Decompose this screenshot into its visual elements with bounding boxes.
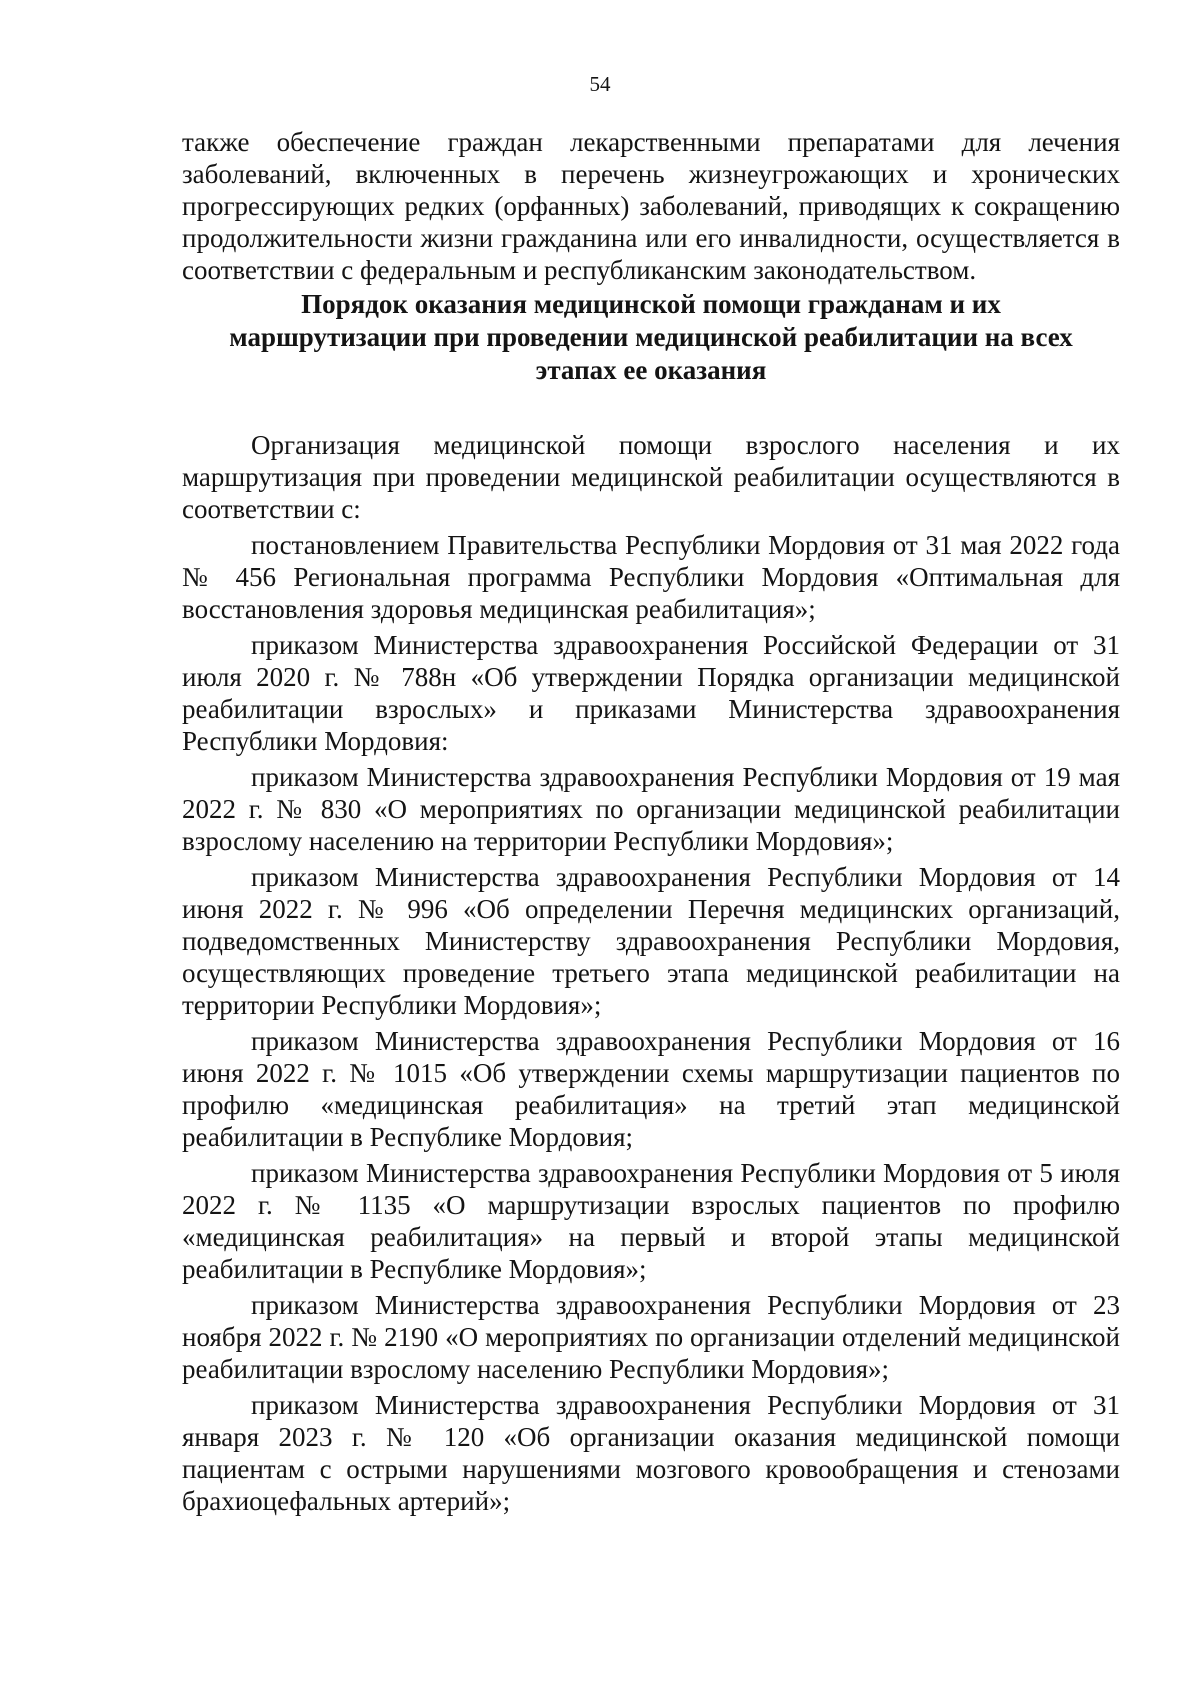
section-spacer bbox=[182, 387, 1120, 429]
list-item: приказом Министерства здравоохранения Республики Мордовия от 19 мая 2022 г. № 830 «О мероприятиях по организации медицинской реабилитации взрослому населению на территории Республики Мордовия»; bbox=[182, 762, 1120, 856]
list-item: приказом Министерства здравоохранения Республики Мордовия от 5 июля 2022 г. № 1135 «О маршрутизации взрослых пациентов по профилю «медицинская реабилитация» на первый и второй этапы медицинской реабилитации в Республике Мордовия»; bbox=[182, 1158, 1120, 1284]
section-heading-line-2: маршрутизации при проведении медицинской реабилитации на всех bbox=[229, 322, 1073, 352]
list-item: приказом Министерства здравоохранения Республики Мордовия от 16 июня 2022 г. № 1015 «Об утверждении схемы маршрутизации пациентов по профилю «медицинская реабилитация» на третий этап медицинской реабилитации в Республике Мордовия; bbox=[182, 1026, 1120, 1152]
document-body bbox=[182, 126, 1120, 1517]
page-number: 54 bbox=[589, 72, 611, 96]
list-item: приказом Министерства здравоохранения Республики Мордовия от 23 ноября 2022 г. № 2190 «О мероприятиях по организации отделений медицинской реабилитации взрослому населению Республики Мордовия»; bbox=[182, 1290, 1120, 1384]
section-heading-line-1: Порядок оказания медицинской помощи гражданам и их bbox=[301, 289, 1001, 319]
intro-paragraph: также обеспечение граждан лекарственными препаратами для лечения заболеваний, включенных в перечень жизнеугрожающих и хронических прогрессирующих редких (орфанных) заболеваний, приводящих к сокращению продолжительности жизни гражданина или его инвалидности, осуществляется в соответствии с федеральным и республиканским законодательством. bbox=[182, 127, 1120, 285]
section-heading bbox=[182, 288, 1120, 387]
list-item: приказом Министерства здравоохранения Республики Мордовия от 31 января 2023 г. № 120 «Об организации оказания медицинской помощи пациентам с острыми нарушениями мозгового кровообращения и стенозами брахиоцефальных артерий»; bbox=[182, 1390, 1120, 1516]
section-heading-line-3: этапах ее оказания bbox=[535, 355, 767, 385]
list-item: приказом Министерства здравоохранения Республики Мордовия от 14 июня 2022 г. № 996 «Об определении Перечня медицинских организаций, подведомственных Министерству здравоохранения Республики Мордовия, осуществляющих проведение третьего этапа медицинской реабилитации на территории Республики Мордовия»; bbox=[182, 862, 1120, 1020]
list-item: приказом Министерства здравоохранения Российской Федерации от 31 июля 2020 г. № 788н «Об утверждении Порядка организации медицинской реабилитации взрослых» и приказами Министерства здравоохранения Республики Мордовия: bbox=[182, 630, 1120, 756]
lead-paragraph: Организация медицинской помощи взрослого населения и их маршрутизация при проведении медицинской реабилитации осуществляются в соответствии с: bbox=[182, 430, 1120, 524]
list-item: постановлением Правительства Республики Мордовия от 31 мая 2022 года № 456 Региональная программа Республики Мордовия «Оптимальная для восстановления здоровья медицинская реабилитация»; bbox=[182, 530, 1120, 624]
